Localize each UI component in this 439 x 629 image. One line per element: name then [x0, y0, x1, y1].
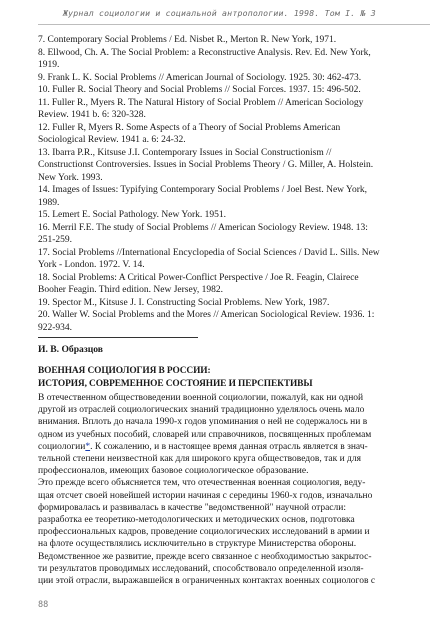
reference-line: 9. Frank L. K. Social Problems // American Journal of Sociology. 1925. 30: 462-473. [38, 72, 362, 83]
article-title-line: ВОЕННАЯ СОЦИОЛОГИЯ В РОССИИ: [38, 366, 211, 376]
reference-line: 251-259. [38, 235, 73, 245]
body-line-start: социологии [38, 441, 86, 452]
body-line: В отечественном обществоведении военной социологии, пожалуй, как ни одной [38, 393, 364, 403]
page-number: 88 [38, 600, 49, 610]
reference-line: 18. Social Problems: A Critical Power-Conflict Perspective / Joe R. Feagin, Clairece [38, 272, 359, 283]
reference-line: 19. Spector M., Kitsuse J. I. Constructing Social Problems. New York, 1987. [38, 297, 330, 308]
footnote-link[interactable]: * [85, 441, 91, 452]
article-body [38, 392, 430, 587]
article-title [38, 365, 430, 390]
running-header: Журнал социологии и социальной антропологии. 1998. Том I. № 3 [63, 8, 376, 18]
body-line: профессиональных кадров, проведение социологических исследований в армии и [38, 527, 370, 538]
body-line [38, 441, 430, 453]
reference-line: 20. Waller W. Social Problems and the Mores // American Sociological Review. 1936. 1: [38, 310, 375, 320]
body-line: формировалась и развивалась в качестве "ведомственной" научной отрасли: [38, 502, 346, 513]
reference-line: Review. 1941 b. 6: 320-328. [38, 110, 146, 120]
reference-line: 10. Fuller R. Social Theory and Social Problems // Social Forces. 1937. 15: 496-502. [38, 85, 361, 95]
section-divider [38, 337, 198, 338]
reference-line: Sociological Review. 1941 a. 6: 24-32. [38, 135, 186, 145]
body-line: профессионалов, имеющих базовое социологическое образование. [38, 466, 309, 477]
body-line: ти результатов проводимых исследований, способствовало определенной изоля- [38, 563, 364, 574]
reference-line: 15. Lemert E. Social Pathology. New York. 1951. [38, 210, 227, 220]
body-line: другой из отраслей социологических знаний традиционно уделялось очень мало [38, 405, 365, 416]
body-line: Это прежде всего объясняется тем, что отечественная военная социология, веду- [38, 478, 366, 489]
reference-line: 922-934. [38, 322, 73, 333]
reference-line: 17. Social Problems //International Encyclopedia of Social Sciences / David L. Sills. New [38, 247, 380, 258]
reference-line: 11. Fuller R., Myers R. The Natural History of Social Problem // American Sociology [38, 97, 364, 108]
reference-line: 13. Ibarra P.R., Kitsuse J.I. Contemporary Issues in Social Constructionism // [38, 147, 332, 158]
article-author: И. В. Образцов [38, 344, 103, 355]
body-line: одном из учебных пособий, словарей или справочников, посвященных проблемам [38, 429, 372, 440]
reference-line: New York. 1993. [38, 172, 103, 183]
body-line: разработка ее теоретико-методологических и методических основ, подготовка [38, 515, 355, 526]
body-line: тельной степени неизвестной как для широкого круга обществоведов, так и для [38, 454, 361, 465]
reference-line: 16. Merril F.E. The study of Social Problems // American Sociology Review. 1948. 13: [38, 222, 368, 233]
article-title-line: ИСТОРИЯ, СОВРЕМЕННОЕ СОСТОЯНИЕ И ПЕРСПЕКТИВЫ [38, 378, 313, 389]
reference-line: 8. Ellwood, Ch. A. The Social Problem: a Reconstructive Analysis. Rev. Ed. New York, [38, 47, 371, 58]
body-line: ции этой отрасли, выражавшейся в ограниченных контактах военных социологов с [38, 576, 376, 587]
body-line: Ведомственное же развитие, прежде всего связанное с необходимостью закрытос- [38, 551, 372, 562]
body-line: внимания. Вплоть до начала 1990-х годов упоминания о ней не содержалось ни в [38, 417, 368, 428]
reference-line: York - London. 1972. V. 14. [38, 260, 145, 270]
reference-line: Booher Feagin. Third edition. New Jersey, 1982. [38, 285, 223, 295]
reference-line: 14. Images of Issues: Typifying Contemporary Social Problems / Joel Best. New York, [38, 185, 367, 195]
body-line: на флоте осуществлялись исключительно в структуре Министерства обороны. [38, 539, 357, 550]
reference-line: 12. Fuller R, Myers R. Some Aspects of a Theory of Social Problems American [38, 122, 341, 133]
reference-line: 1919. [38, 60, 60, 70]
header-divider [38, 24, 430, 25]
reference-line: 1989. [38, 197, 60, 208]
reference-line: Constructionst Controversies. Issues in Social Problems Theory / G. Miller, A. Holstein. [38, 160, 374, 170]
reference-line: 7. Contemporary Social Problems / Ed. Nisbet R., Merton R. New York, 1971. [38, 35, 337, 45]
reference-list [38, 34, 430, 334]
body-line-rest: . К сожалению, и в настоящее время данная отрасль является в знач- [90, 441, 368, 452]
body-line: щая отсчет своей новейшей истории начиная с середины 1960-х годов, изначально [38, 490, 373, 501]
